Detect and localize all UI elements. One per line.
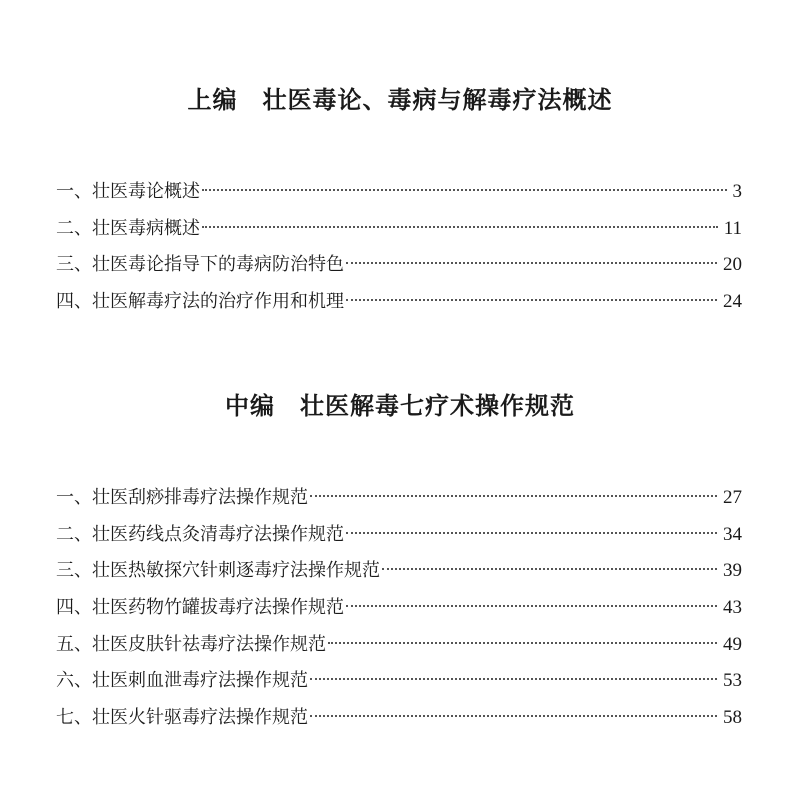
toc-dot-leader <box>310 678 717 680</box>
toc-entry[interactable] <box>56 557 742 594</box>
toc-entry-label: 一、壮医刮痧排毒疗法操作规范 <box>56 487 308 508</box>
toc-entry[interactable] <box>56 215 742 252</box>
toc-dot-leader <box>202 226 718 228</box>
toc-entry-page: 53 <box>723 670 742 692</box>
toc-entry-label: 一、壮医毒论概述 <box>56 181 200 202</box>
toc-entry-label: 四、壮医解毒疗法的治疗作用和机理 <box>56 291 344 313</box>
toc-entry-page: 58 <box>723 707 742 729</box>
toc-dot-leader <box>310 495 717 497</box>
toc-dot-leader <box>346 262 717 264</box>
toc-dot-leader <box>346 299 717 301</box>
toc-entry-label: 二、壮医毒病概述 <box>56 217 200 239</box>
toc-entry-page: 27 <box>723 487 742 508</box>
toc-entry-page: 20 <box>723 254 742 276</box>
toc-dot-leader <box>346 605 717 607</box>
toc-entry-label: 六、壮医刺血泄毒疗法操作规范 <box>56 670 308 692</box>
toc-entry-label: 三、壮医热敏探穴针刺逐毒疗法操作规范 <box>56 560 380 582</box>
toc-entry-page: 43 <box>723 597 742 619</box>
toc-dot-leader <box>382 568 717 570</box>
toc-entry-page: 11 <box>723 217 742 239</box>
section-title-middle: 中编 壮医解毒七疗术操作规范 <box>225 392 575 420</box>
toc-list-upper <box>56 178 742 325</box>
toc-entry[interactable] <box>56 288 742 325</box>
toc-entry-page: 3 <box>732 181 742 202</box>
toc-dot-leader <box>346 532 717 534</box>
toc-entry[interactable] <box>56 484 742 521</box>
toc-entry[interactable] <box>56 178 742 215</box>
toc-list-middle <box>56 484 742 741</box>
toc-entry-label: 三、壮医毒论指导下的毒病防治特色 <box>56 254 344 276</box>
toc-entry[interactable] <box>56 251 742 288</box>
toc-entry-label: 二、壮医药线点灸清毒疗法操作规范 <box>56 523 344 545</box>
toc-dot-leader <box>310 715 717 717</box>
toc-entry[interactable] <box>56 594 742 631</box>
toc-entry[interactable] <box>56 667 742 704</box>
toc-entry-page: 49 <box>723 633 742 655</box>
toc-entry-label: 四、壮医药物竹罐拔毒疗法操作规范 <box>56 597 344 619</box>
toc-dot-leader <box>202 189 727 191</box>
toc-entry-page: 39 <box>723 560 742 582</box>
toc-entry[interactable] <box>56 521 742 558</box>
toc-entry-page: 34 <box>723 523 742 545</box>
toc-entry-label: 五、壮医皮肤针祛毒疗法操作规范 <box>56 633 326 655</box>
toc-entry-label: 七、壮医火针驱毒疗法操作规范 <box>56 707 308 729</box>
toc-entry[interactable] <box>56 631 742 668</box>
toc-entry[interactable] <box>56 704 742 741</box>
toc-entry-page: 24 <box>723 291 742 313</box>
section-title-upper: 上编 壮医毒论、毒病与解毒疗法概述 <box>187 86 613 114</box>
toc-dot-leader <box>328 642 717 644</box>
